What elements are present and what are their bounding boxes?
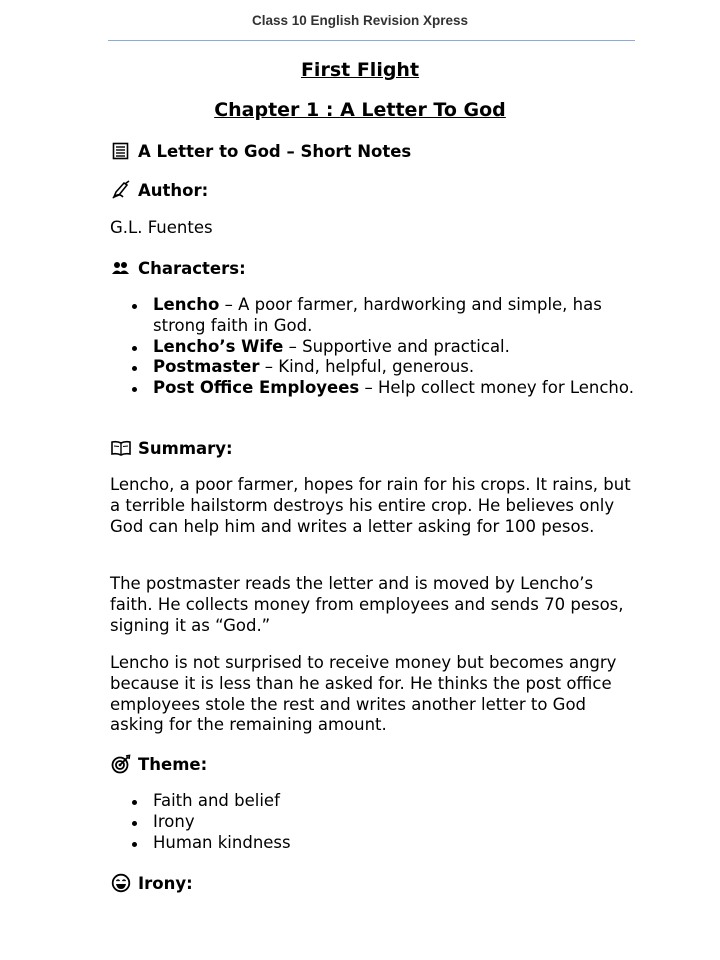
book-title: First Flight <box>300 59 420 81</box>
character-desc: – Help collect money for Lencho. <box>359 378 634 398</box>
target-icon <box>110 753 132 775</box>
summary-heading <box>110 437 233 459</box>
irony-heading-text: Irony: <box>138 873 193 893</box>
summary-paragraph: Lencho, a poor farmer, hopes for rain for his crops. It rains, but a terrible hailstorm destroys his entire crop. He believes only God can help him and writes a letter asking for 100 pesos. <box>110 475 631 536</box>
grinning-face-icon <box>110 872 132 894</box>
people-icon <box>110 257 132 279</box>
author-name: G.L. Fuentes <box>110 218 213 237</box>
characters-heading <box>110 257 246 279</box>
list-item <box>110 337 638 358</box>
theme-heading <box>110 753 207 775</box>
list-item <box>110 357 638 378</box>
list-item: Human kindness <box>110 833 638 854</box>
notebook-icon <box>110 140 132 162</box>
author-heading-text: Author: <box>138 180 209 200</box>
list-item <box>110 295 638 337</box>
header-divider <box>108 40 635 41</box>
character-name: Lencho’s Wife <box>153 336 284 356</box>
summary-paragraph: The postmaster reads the letter and is moved by Lencho’s faith. He collects money from employees and sends 70 pesos, signing it as “God.” <box>110 574 624 635</box>
theme-list <box>110 791 638 853</box>
open-book-icon <box>110 437 132 459</box>
character-desc: – Kind, helpful, generous. <box>259 357 475 377</box>
list-item <box>110 378 638 399</box>
author-heading <box>110 179 208 201</box>
characters-heading-text: Characters: <box>138 258 246 278</box>
page-header: Class 10 English Revision Xpress <box>251 13 469 28</box>
character-desc: – A poor farmer, hardworking and simple, has strong faith in God. <box>153 295 602 335</box>
notes-heading <box>110 140 411 162</box>
summary-heading-text: Summary: <box>138 438 233 458</box>
character-name: Postmaster <box>153 357 260 377</box>
notes-heading-text: A Letter to God – Short Notes <box>138 141 412 161</box>
list-item: Irony <box>110 812 638 833</box>
list-item: Faith and belief <box>110 791 638 812</box>
character-desc: – Supportive and practical. <box>283 336 510 356</box>
chapter-title: Chapter 1 : A Letter To God <box>214 99 506 121</box>
irony-heading <box>110 872 193 894</box>
summary-paragraph: Lencho is not surprised to receive money but becomes angry because it is less than he asked for. He thinks the post office employees stole the rest and writes another letter to God asking for the remaining amount. <box>110 653 617 735</box>
characters-list <box>110 295 638 399</box>
character-name: Post Office Employees <box>153 378 360 398</box>
character-name: Lencho <box>153 295 220 314</box>
writing-hand-icon <box>110 179 132 201</box>
theme-heading-text: Theme: <box>138 754 208 774</box>
